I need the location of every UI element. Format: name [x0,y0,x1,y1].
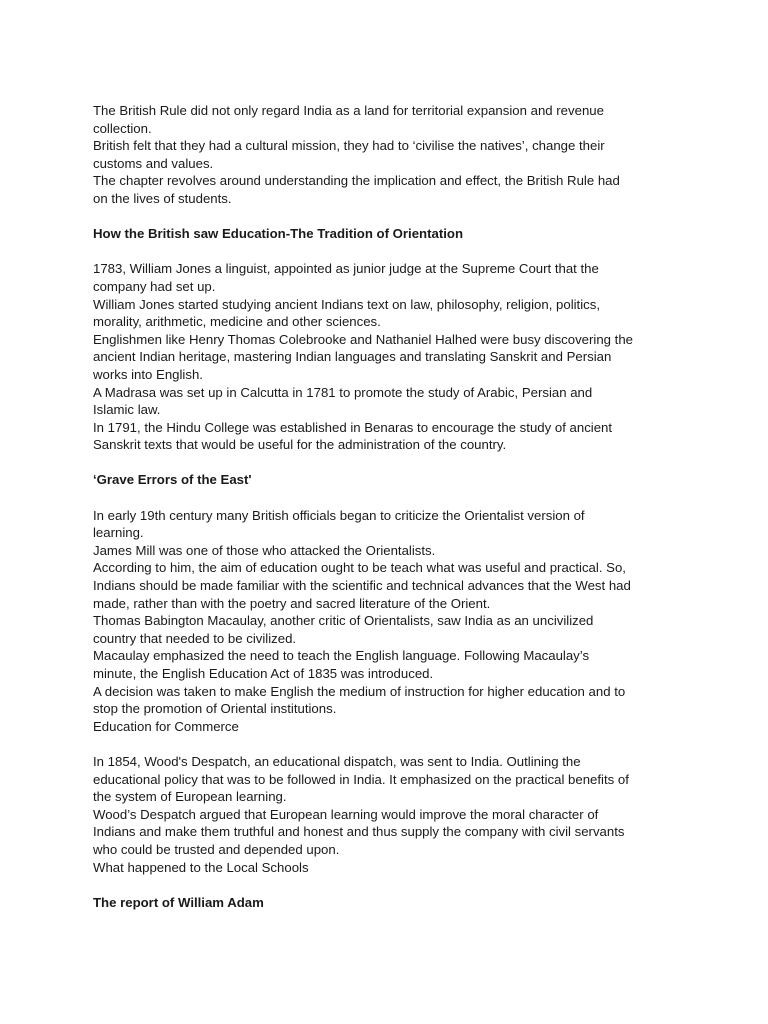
text-line: A Madrasa was set up in Calcutta in 1781 to promote the study of Arabic, Persian and [93,384,593,400]
text-line: morality, arithmetic, medicine and other sciences. [93,314,381,330]
blank-line [93,489,680,507]
text-line: British felt that they had a cultural mission, they had to ‘civilise the natives’, change their [93,138,605,154]
text-line: Thomas Babington Macaulay, another critic of Orientalists, saw India as an uncivilized [93,613,594,629]
text-line: who could be trusted and depended upon. [93,841,340,857]
text-line: According to him, the aim of education ought to be teach what was useful and practical. So, [93,560,626,576]
text-line: ancient Indian heritage, mastering Indian languages and translating Sanskrit and Persian [93,349,612,365]
text-line: works into English. [93,366,203,382]
text-line: What happened to the Local Schools [93,859,309,875]
paragraph [93,507,680,736]
blank-line [93,876,680,894]
text-line: Indians and make them truthful and honest and thus supply the company with civil servants [93,824,625,840]
paragraph [93,260,680,454]
text-line: learning. [93,525,144,541]
text-line: the system of European learning. [93,789,287,805]
text-line: customs and values. [93,155,214,171]
text-line: The British Rule did not only regard India as a land for territorial expansion and revenue [93,103,604,118]
text-line: A decision was taken to make English the medium of instruction for higher education and to [93,683,626,699]
text-line: Englishmen like Henry Thomas Colebrooke and Nathaniel Halhed were busy discovering the [93,331,634,347]
paragraph [93,102,680,208]
text-line: Indians should be made familiar with the scientific and technical advances that the West had [93,578,631,594]
blank-line [93,243,680,261]
text-line: educational policy that was to be followed in India. It emphasized on the practical benefits of [93,771,629,787]
text-line: Education for Commerce [93,718,239,734]
text-line: collection. [93,120,152,136]
heading-text: ‘Grave Errors of the East' [93,472,252,488]
heading-text: How the British saw Education-The Tradition of Orientation [93,226,463,242]
section-heading [93,225,680,243]
paragraph [93,753,680,876]
text-line: company had set up. [93,278,216,294]
text-line: Wood’s Despatch argued that European learning would improve the moral character of [93,806,599,822]
blank-line [93,208,680,226]
text-line: Sanskrit texts that would be useful for the administration of the country. [93,437,507,453]
blank-line [93,735,680,753]
text-line: In 1854, Wood's Despatch, an educational dispatch, was sent to India. Outlining the [93,753,581,769]
text-line: Macaulay emphasized the need to teach the English language. Following Macaulay’s [93,648,590,664]
section-heading [93,894,680,912]
text-line: In 1791, the Hindu College was established in Benaras to encourage the study of ancient [93,419,613,435]
text-line: The chapter revolves around understanding the implication and effect, the British Rule had [93,173,620,189]
heading-text: The report of William Adam [93,894,264,910]
text-line: 1783, William Jones a linguist, appointed as junior judge at the Supreme Court that the [93,261,599,277]
section-heading [93,471,680,489]
text-line: minute, the English Education Act of 1835 was introduced. [93,666,434,681]
text-line: In early 19th century many British officials began to criticize the Orientalist version of [93,507,585,523]
text-line: made, rather than with the poetry and sacred literature of the Orient. [93,595,491,611]
text-line: on the lives of students. [93,190,232,206]
text-line: Islamic law. [93,402,161,418]
text-line: James Mill was one of those who attacked the Orientalists. [93,542,436,558]
text-line: William Jones started studying ancient Indians text on law, philosophy, religion, politics, [93,296,601,312]
blank-line [93,454,680,472]
text-line: stop the promotion of Oriental institutions. [93,701,337,717]
text-line: country that needed to be civilized. [93,630,297,646]
